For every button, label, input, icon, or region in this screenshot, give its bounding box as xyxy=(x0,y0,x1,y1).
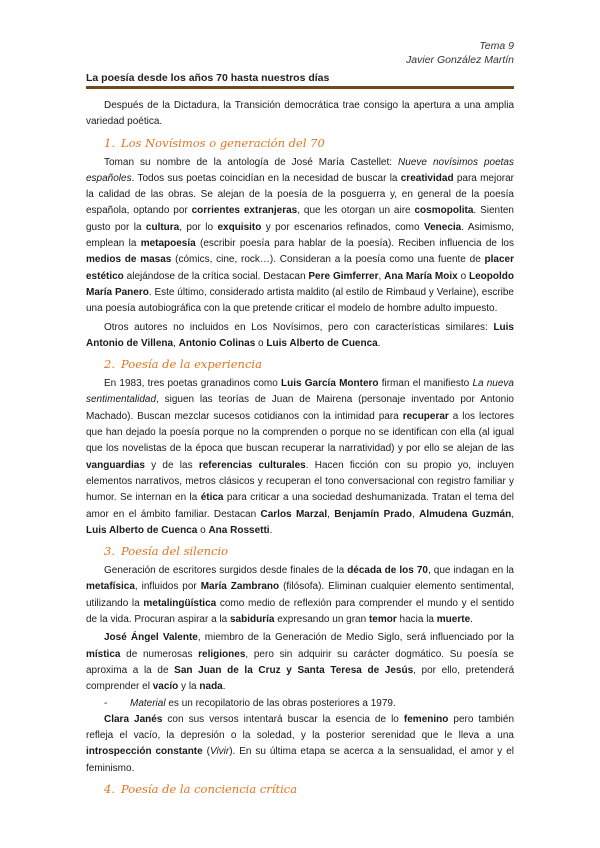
text-run: expresando un gran xyxy=(274,614,369,626)
section-number: 2. xyxy=(104,357,115,372)
section-number: 4. xyxy=(104,781,115,796)
text-run: (cómics, cine, rock…). Consideran a la poesía como una fuente de xyxy=(171,254,485,266)
bold-text: medios de masas xyxy=(86,254,172,266)
text-run: y de las xyxy=(144,459,199,471)
section-number: 1. xyxy=(104,135,115,150)
section-number: 3. xyxy=(104,544,115,559)
bold-text: religiones xyxy=(198,648,246,660)
text-run: (escribir poesía para hablar de la poesía). Reciben influencia de los xyxy=(195,238,514,250)
text-run: En 1983, tres poetas granadinos como xyxy=(104,378,282,390)
section-heading-3 xyxy=(86,542,514,560)
section-title: Poesía de la conciencia crítica xyxy=(121,781,298,796)
bold-text: Luis Alberto de Cuenca xyxy=(86,524,198,536)
bold-text: cultura xyxy=(145,221,180,233)
text-run: firman el manifiesto xyxy=(378,378,473,390)
bold-text: femenino xyxy=(403,713,449,725)
text-run: , xyxy=(411,508,420,520)
text-run: , que indagan en la xyxy=(427,565,514,577)
text-run: , miembro de la Generación de Medio Siglo, será influenciado por la xyxy=(197,632,514,644)
text-run: es un recopilatorio de las obras posteriores a 1979. xyxy=(165,697,396,709)
text-run: Otros autores no incluidos en Los Novísimos, pero con características similares: xyxy=(104,321,494,333)
bold-text: Ana María Moix xyxy=(384,270,458,282)
text-run: . Sienten gusto por la xyxy=(86,205,514,233)
text-run: , por ello, pretenderá comprender el xyxy=(86,664,514,693)
text-run: Generación de escritores surgidos desde finales de la xyxy=(104,565,348,577)
header-author: Javier González Martín xyxy=(406,54,514,66)
bold-text: recuperar xyxy=(402,410,449,422)
text-run: (filósofa). Eliminan cualquier elemento sentimental, utilizando la xyxy=(86,581,514,609)
text-run: , xyxy=(511,508,515,520)
header-topic: Tema 9 xyxy=(479,40,514,52)
section-heading-2 xyxy=(86,355,514,373)
text-run: o xyxy=(457,270,469,282)
text-run: hacia la xyxy=(396,614,437,626)
text-run: o xyxy=(255,337,267,349)
bold-text: Antonio Colinas xyxy=(178,337,256,349)
text-run: , xyxy=(327,508,335,520)
bold-text: metalingüística xyxy=(143,597,217,609)
bold-text: muerte xyxy=(436,614,471,626)
bold-text: vacío xyxy=(152,681,179,693)
paragraph xyxy=(86,712,514,777)
bold-text: Pere Gimferrer xyxy=(308,270,379,282)
bold-text: Leopoldo María Panero xyxy=(86,270,514,298)
bold-text: Luis Antonio de Villena xyxy=(86,321,514,349)
section-heading-1 xyxy=(86,134,514,152)
text-run: alejándose de la crítica social. Destacan xyxy=(123,270,309,282)
text-run: , que les otorgan un aire xyxy=(297,205,415,217)
text-run: . Hacen ficción con su propio yo, incluyen elementos narrativos, metros clásicos y recuperan el tono conversacional con registro familiar y humor. Se internan en la xyxy=(86,459,514,504)
bold-text: introspección constante xyxy=(86,746,203,758)
section-title: Los Novísimos o generación del 70 xyxy=(121,135,325,150)
text-run: como medio de reflexión para comprender el mundo y el sentido de la vida. Procuran aspirar a la xyxy=(86,597,515,626)
header-title: La poesía desde los años 70 hasta nuestros días xyxy=(86,72,330,84)
italic-text: Vivir xyxy=(209,746,230,758)
text-run: y la xyxy=(178,681,200,693)
bold-text: metapoesía xyxy=(140,238,196,250)
bold-text: Ana Rossetti xyxy=(208,524,270,536)
bold-text: José Ángel Valente xyxy=(104,632,198,644)
text-run: . xyxy=(377,337,381,349)
intro-paragraph: Después de la Dictadura, la Transición democrática trae consigo la apertura a una amplia variedad poética. xyxy=(86,100,514,128)
section-title: Poesía de la experiencia xyxy=(121,357,262,372)
bold-text: San Juan de la Cruz y Santa Teresa de Jesús xyxy=(174,664,414,676)
bold-text: María Zambrano xyxy=(200,581,280,593)
text-run: a los lectores que han dejado la poesía porque no la comprenden o porque no se identifican con ella (al igual que los novelistas de la época que buscan recuperar la narratividad) y por ello se alejan de las xyxy=(86,410,514,455)
text-run: , pero sin adquirir su carácter dogmático. Su poesía se aproxima a la de xyxy=(86,648,514,676)
bullet-item xyxy=(86,696,514,712)
bold-text: década de los 70 xyxy=(347,565,428,577)
bold-text: metafísica xyxy=(86,581,135,593)
text-run: , xyxy=(378,270,385,282)
text-run: . xyxy=(470,614,473,626)
paragraph xyxy=(86,376,514,539)
bullet-dash: - xyxy=(104,697,108,709)
section-heading-4 xyxy=(86,780,514,798)
bold-text: Carlos Marzal xyxy=(260,508,328,520)
text-run: . Este último, considerado artista maldito (al estilo de Rimbaud y Verlaine), escribe una poesía autobiográfica con la que pretende criticar el modelo de hombre adulto impuesto. xyxy=(86,286,514,315)
text-run: Toman su nombre de la antología de José María Castellet: xyxy=(104,156,399,168)
bold-text: vanguardias xyxy=(86,459,145,471)
bold-text: nada xyxy=(199,681,223,693)
text-run: , influidos por xyxy=(134,581,201,593)
bold-text: Benjamín Prado xyxy=(334,508,412,520)
bold-text: Clara Janés xyxy=(104,713,163,725)
text-run: y por escenarios refinados, como xyxy=(261,221,424,233)
paragraph xyxy=(86,630,514,695)
paragraph xyxy=(86,155,514,318)
text-run: . Asimismo, emplean la xyxy=(86,221,514,250)
header-divider xyxy=(86,86,514,89)
text-run: con sus versos intentará buscar la esencia de lo xyxy=(162,713,404,725)
italic-text: La nueva sentimentalidad xyxy=(86,378,514,406)
text-run: , siguen las teorías de Juan de Mairena (personaje inventado por Antonio Machado). Buscan mezclar sucesos cotidianos con la intimidad para xyxy=(86,394,514,422)
text-run: . xyxy=(222,681,226,693)
bold-text: Venecia xyxy=(423,221,462,233)
text-run: ). En su última etapa se acerca a la sensualidad, el amor y el feminismo. xyxy=(86,746,514,774)
bold-text: sabiduría xyxy=(229,614,275,626)
text-run: de numerosas xyxy=(120,648,199,660)
document-body xyxy=(86,98,514,801)
bold-text: cosmopolita xyxy=(414,205,474,217)
bold-text: Luis Alberto de Cuenca xyxy=(266,337,378,349)
bold-text: Luis García Montero xyxy=(281,378,379,390)
bold-text: referencias culturales xyxy=(198,459,306,471)
bullet-text xyxy=(130,698,396,709)
bold-text: mística xyxy=(86,648,121,660)
bold-text: ética xyxy=(200,492,224,504)
italic-text: Material xyxy=(130,697,166,709)
bold-text: creatividad xyxy=(400,172,454,184)
italic-text: Nueve novísimos poetas españoles xyxy=(86,156,514,184)
bold-text: temor xyxy=(368,614,397,626)
section-title: Poesía del silencio xyxy=(121,544,229,559)
bold-text: exquisito xyxy=(217,221,262,233)
text-run: , xyxy=(173,337,179,349)
bold-text: corrientes extranjeras xyxy=(191,205,298,217)
text-run: para criticar a una sociedad deshumanizada. Tratan el tema del amor en el ámbito familiar. Destacan xyxy=(86,492,514,520)
text-run: . xyxy=(269,524,273,536)
bold-text: Almudena Guzmán xyxy=(419,508,512,520)
text-run: pero también refleja el vacío, la depresión o la soledad, y la posterior serenidad que le lleva a una xyxy=(86,713,515,742)
paragraph xyxy=(86,320,514,353)
text-run: ( xyxy=(202,746,210,758)
text-run: , por lo xyxy=(179,221,218,233)
bold-text: placer estético xyxy=(86,254,514,282)
paragraph xyxy=(86,563,514,628)
text-run: o xyxy=(197,524,209,536)
text-run: . Todos sus poetas coincidían en la necesidad de buscar la xyxy=(131,172,401,184)
text-run: para mejorar la calidad de las obras. Se alejan de la poesía de la posguerra y, en general de la poesía española, optando por xyxy=(86,172,514,217)
